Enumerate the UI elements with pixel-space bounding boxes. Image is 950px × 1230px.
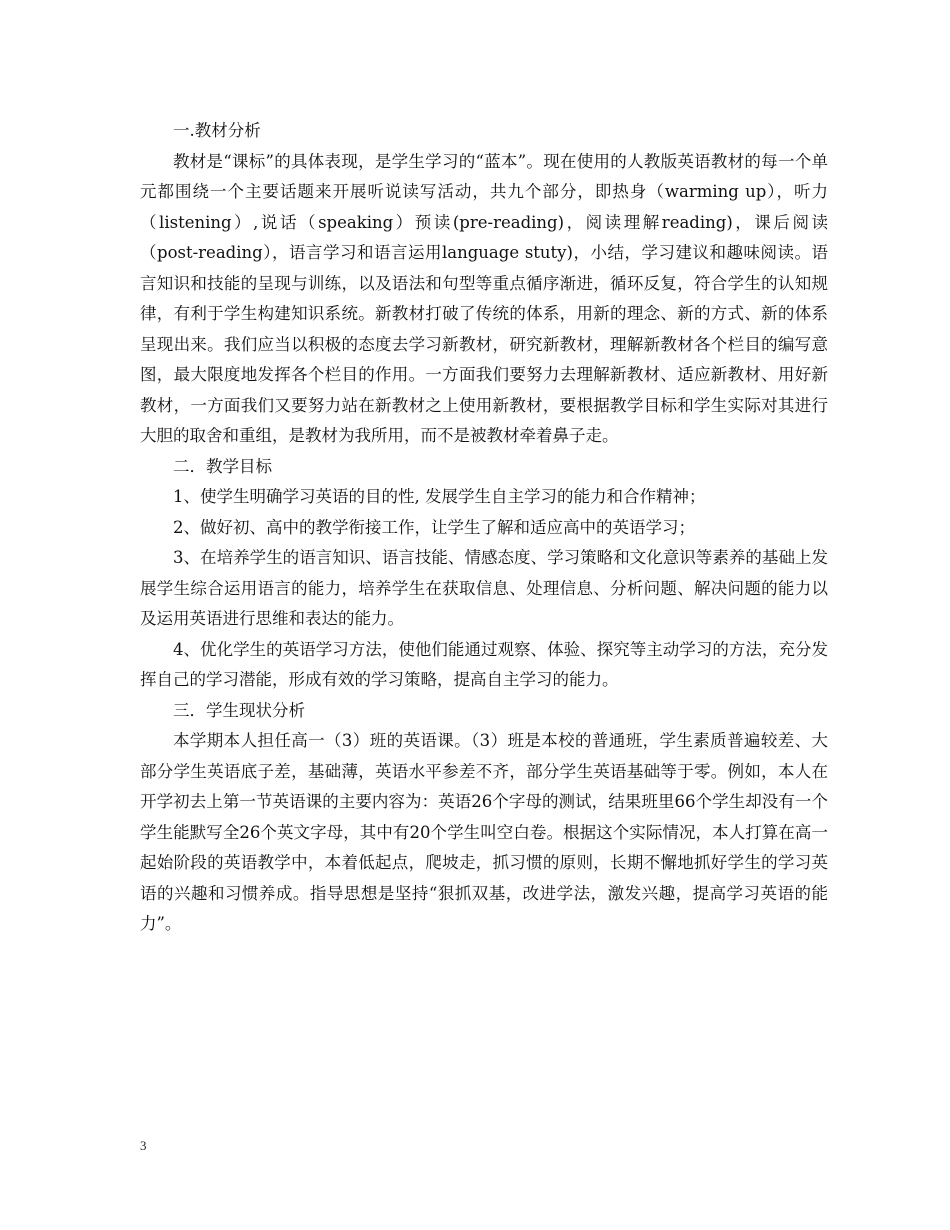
goal-item-2: 2、做好初、高中的教学衔接工作，让学生了解和适应高中的英语学习； — [173, 517, 695, 537]
page-number: 3 — [140, 1138, 147, 1153]
goal-item-1: 1、使学生明确学习英语的目的性, 发展学生自主学习的能力和合作精神； — [173, 487, 706, 506]
goal-item-3: 3、在培养学生的语言知识、语言技能、情感态度、学习策略和文化意识等素养的基础上发展学生综合运用语言的能力，培养学生在获取信息、处理信息、分析问题、解决问题的能力以及运用英语进行思维和表达的能力。 — [140, 548, 828, 628]
paragraph-textbook-analysis: 教材是“课标”的具体表现，是学生学习的“蓝本”。现在使用的人教版英语教材的每一个单元都围绕一个主要话题来开展听说读写活动，共九个部分，即热身（warming up），听力（listening）,说话（speaking）预读(pre-reading)，阅读理解reading)，课后阅读（post-reading），语言学习和语言运用language stuty)，小结，学习建议和趣味阅读。语言知识和技能的呈现与训练，以及语法和句型等重点循序渐进，循环反复，符合学生的认知规律，有利于学生构建知识系统。新教材打破了传统的体系，用新的理念、新的方式、新的体系呈现出来。我们应当以积极的态度去学习新教材，研究新教材，理解新教材各个栏目的编写意图，最大限度地发挥各个栏目的作用。一方面我们要努力去理解新教材、适应新教材、用好新教材，一方面我们又要努力站在新教材之上使用新教材，要根据教学目标和学生实际对其进行大胆的取舍和重组，是教材为我所用，而不是被教材牵着鼻子走。 — [140, 151, 828, 445]
document-body — [140, 116, 828, 940]
paragraph-student-analysis: 本学期本人担任高一（3）班的英语课。（3）班是本校的普通班，学生素质普遍较差、大部分学生英语底子差，基础薄，英语水平参差不齐，部分学生英语基础等于零。例如，本人在开学初去上第一节英语课的主要内容为：英语26个字母的测试，结果班里66个学生却没有一个学生能默写全26个英文字母，其中有20个学生叫空白卷。根据这个实际情况，本人打算在高一起始阶段的英语教学中，本着低起点，爬坡走，抓习惯的原则，长期不懈地抓好学生的学习英语的兴趣和习惯养成。指导思想是坚持“狠抓双基，改进学法，激发兴趣，提高学习英语的能力”。 — [140, 731, 828, 933]
section-heading-teaching-goals: 二．教学目标 — [173, 456, 272, 476]
goal-item-4: 4、优化学生的英语学习方法，使他们能通过观察、体验、探究等主动学习的方法，充分发挥自己的学习潜能，形成有效的学习策略，提高自主学习的能力。 — [140, 639, 828, 689]
section-heading-student-analysis: 三．学生现状分析 — [173, 700, 305, 720]
section-heading-textbook-analysis: 一.教材分析 — [173, 121, 261, 140]
